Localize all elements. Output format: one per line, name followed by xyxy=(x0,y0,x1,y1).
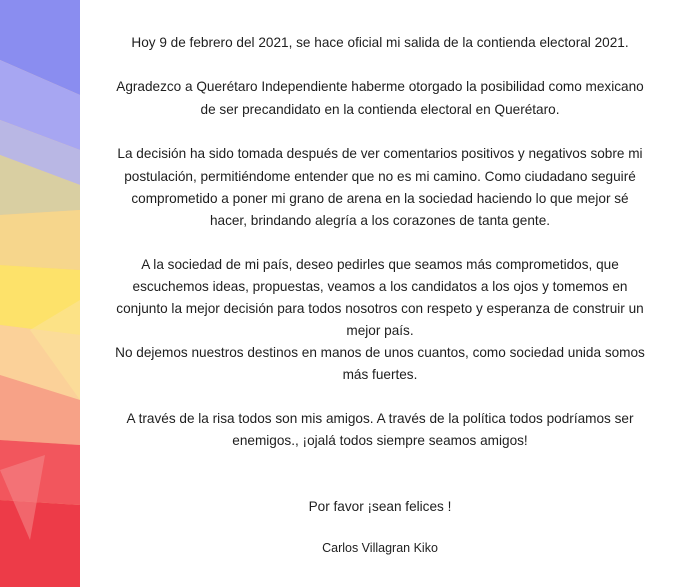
letter-line: No dejemos nuestros destinos en manos de unos cuantos, como sociedad unida somos xyxy=(115,345,645,360)
letter-line: mejor país. xyxy=(346,323,414,338)
letter-line: La decisión ha sido tomada después de ver comentarios positivos y negativos sobre mi xyxy=(117,146,643,161)
decorative-color-strip xyxy=(0,0,80,587)
letter-line: más fuertes. xyxy=(342,367,418,382)
letter-line: A la sociedad de mi país, deseo pedirles que seamos más comprometidos, que xyxy=(141,257,619,272)
signature: Carlos Villagran Kiko xyxy=(322,541,438,555)
letter-line: comprometido a poner mi grano de arena en la sociedad haciendo lo que mejor sé xyxy=(131,191,629,206)
letter-line: Hoy 9 de febrero del 2021, se hace oficial mi salida de la contienda electoral 2021. xyxy=(131,35,629,50)
letter-line: A través de la risa todos son mis amigos. A través de la política todos podríamos ser xyxy=(126,411,634,426)
letter-line: de ser precandidato en la contienda electoral en Querétaro. xyxy=(200,102,560,117)
color-strip-graphic xyxy=(0,0,80,587)
letter-line: postulación, permitiéndome entender que no es mi camino. Como ciudadano seguiré xyxy=(124,169,636,184)
letter-body xyxy=(80,0,700,587)
letter-line: escuchemos ideas, propuestas, veamos a los candidatos a los ojos y tomemos en xyxy=(132,279,628,294)
letter-line: hacer, brindando alegría a los corazones de tanta gente. xyxy=(209,213,551,228)
letter-line: conjunto la mejor decisión para todos nosotros con respeto y esperanza de construir un xyxy=(116,301,644,316)
letter-line: enemigos., ¡ojalá todos siempre seamos amigos! xyxy=(232,433,528,448)
letter-line: Agradezco a Querétaro Independiente haberme otorgado la posibilidad como mexicano xyxy=(116,79,644,94)
closing-line: Por favor ¡sean felices ! xyxy=(308,499,452,514)
